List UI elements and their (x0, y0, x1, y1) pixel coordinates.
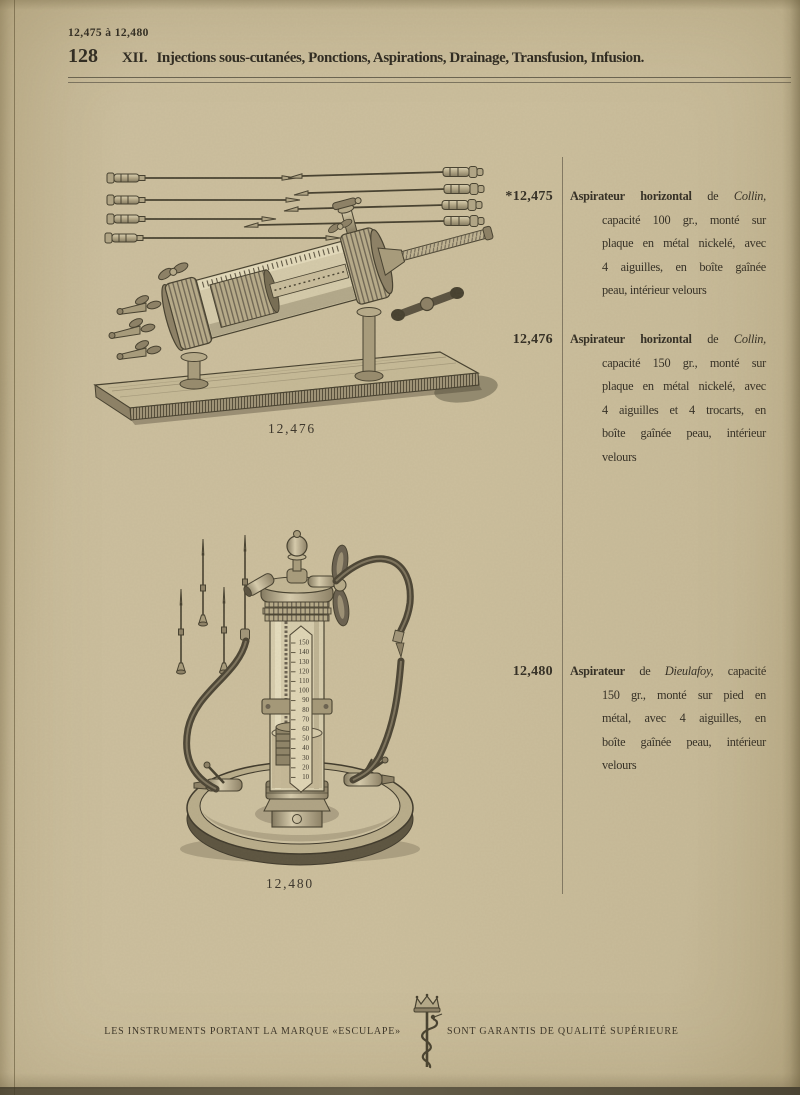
page-title: Injections sous-cutanées, Ponctions, Aspirations, Drainage, Transfusion, Infusion. (156, 50, 645, 66)
scale-label: 150 (298, 639, 309, 647)
scale-label: 90 (302, 697, 309, 705)
product-name: Aspirateur (570, 664, 625, 678)
header-double-rule (68, 77, 791, 83)
top-page-edge (0, 0, 800, 10)
outlet-taps (109, 294, 162, 360)
bottom-page-edge (0, 1087, 800, 1095)
right-page-edge (782, 0, 800, 1095)
entry-number: 12,476 (512, 332, 553, 347)
needle-icon (220, 587, 229, 674)
scale-label: 60 (302, 725, 309, 733)
page-number: 128 (68, 45, 98, 67)
scale-label: 10 (302, 773, 309, 781)
scale-label: 40 (302, 745, 309, 753)
scale-label: 20 (302, 764, 309, 772)
entry-line: métal, avec 4 aiguilles, en (602, 711, 766, 725)
scale-label: 130 (298, 658, 309, 666)
entry-title-line: Aspirateur de Dieulafoy, capacité (570, 664, 767, 678)
maker-name: Collin, (733, 332, 766, 346)
esculape-logo (405, 993, 449, 1073)
figure-aspirateur-dieulafoy (150, 515, 470, 895)
chapter-number: XII. (122, 50, 148, 66)
t-handle (392, 288, 464, 321)
entry-line: peau, intérieur velours (602, 283, 707, 297)
entry-title-line: Aspirateur horizontal de Collin, (570, 189, 766, 203)
footer-guarantee-right: SONT GARANTIS DE QUALITÉ SUPÉRIEURE (447, 1026, 679, 1037)
trocar-icon (244, 216, 484, 228)
figure-aspirateur-horizontal (90, 145, 500, 435)
graduated-scale (290, 626, 312, 792)
scale-label: 80 (302, 706, 309, 714)
serpent-staff-icon (422, 1012, 442, 1068)
column-divider-line (562, 157, 563, 894)
item-range-label: 12,475 à 12,480 (68, 27, 149, 39)
scale-label: 120 (298, 668, 309, 676)
engraving-aspirateur-dieulafoy (150, 515, 470, 895)
product-name: Aspirateur horizontal (570, 332, 692, 346)
needle-icon (177, 589, 186, 674)
entry-line: 150 gr., monté sur pied en (602, 687, 766, 702)
entry-line: velours (602, 758, 637, 772)
entry-title-line: Aspirateur horizontal de Collin, (570, 332, 766, 346)
entry-line: capacité 150 gr., monté sur (602, 355, 766, 370)
figure1-caption: 12,476 (268, 421, 316, 436)
scale-label: 100 (298, 687, 309, 695)
engraving-aspirateur-horizontal (90, 145, 500, 435)
needle-icon (199, 539, 208, 626)
entry-description (570, 660, 766, 778)
maker-name: Collin, (733, 189, 766, 203)
entry-line: plaque en métal nickelé, avec (602, 236, 766, 250)
entry-line: capacité 100 gr., monté sur (602, 212, 766, 227)
entry-line: 4 aiguilles et 4 trocarts, en (602, 402, 766, 417)
scale-label: 70 (302, 716, 309, 724)
trocars-right (244, 167, 484, 228)
entry-line: plaque en métal nickelé, avec (602, 379, 766, 393)
entry-line: velours (602, 449, 637, 464)
figure2-caption: 12,480 (266, 876, 314, 891)
crown-icon (414, 994, 440, 1012)
bottom-edge-shade (0, 1073, 800, 1089)
entry-number: 12,480 (512, 664, 553, 679)
needle-icon (107, 195, 300, 205)
needle-icon (107, 214, 276, 224)
needle-icon (105, 233, 340, 243)
entry-description (570, 185, 766, 303)
scale-label: 50 (302, 735, 309, 743)
scale-label: 140 (298, 649, 309, 657)
entry-number: *12,475 (505, 189, 553, 204)
scale-label: 30 (302, 754, 309, 762)
trocar-icon (288, 167, 483, 179)
maker-name: Dieulafoy, (664, 664, 714, 678)
page-header (68, 45, 644, 68)
entry-description (570, 328, 766, 469)
scale-label: 110 (299, 677, 309, 685)
entry-line: boîte gaînée peau, intérieur (602, 426, 766, 440)
product-name: Aspirateur horizontal (570, 189, 692, 203)
left-page-edge (0, 0, 15, 1095)
needle-icon (107, 173, 296, 183)
entry-line: 4 aiguilles, en boîte gaînée (602, 259, 766, 274)
footer-guarantee-left: LES INSTRUMENTS PORTANT LA MARQUE «ESCULAPE» (104, 1026, 401, 1037)
wooden-base (95, 352, 499, 425)
entry-line: boîte gaînée peau, intérieur (602, 734, 766, 749)
